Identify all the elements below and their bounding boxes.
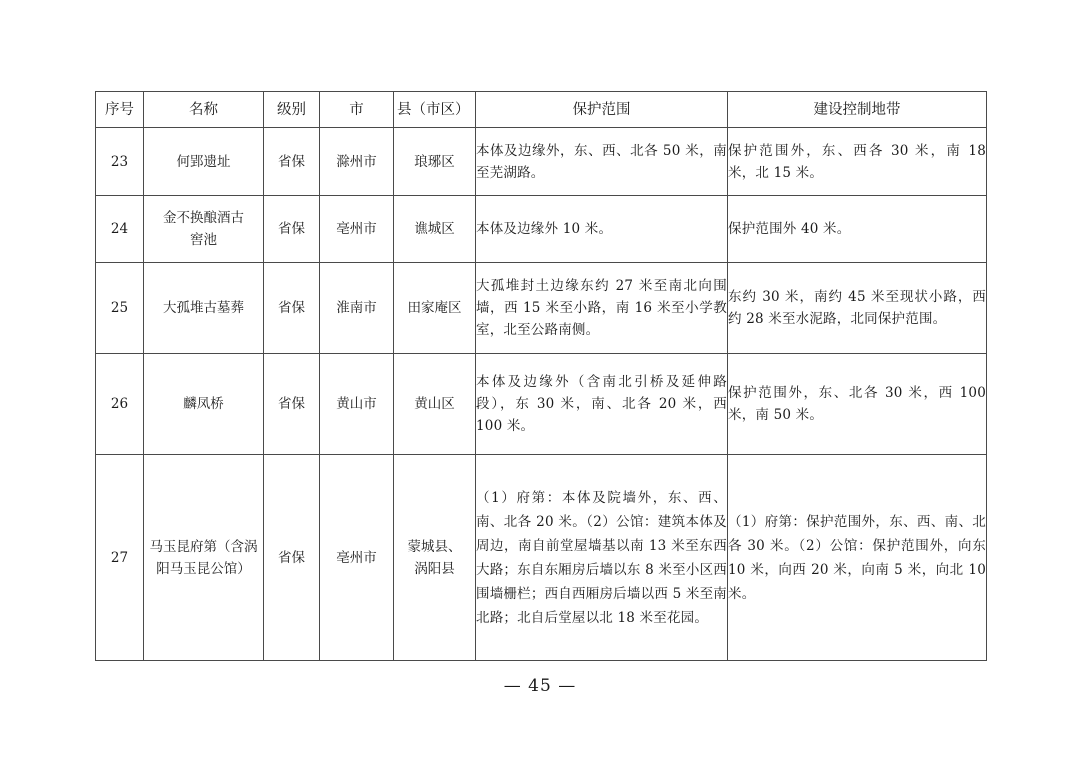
cell-protection-scope: 本体及边缘外 10 米。 xyxy=(476,196,728,263)
table-row xyxy=(96,263,987,354)
cell-name: 麟凤桥 xyxy=(144,354,264,455)
cell-level: 省保 xyxy=(264,354,320,455)
cell-city: 亳州市 xyxy=(320,196,394,263)
header-city: 市 xyxy=(320,92,394,128)
cell-protection-scope: 本体及边缘外，东、西、北各 50 米，南至芜湖路。 xyxy=(476,128,728,196)
header-name: 名称 xyxy=(144,92,264,128)
cell-construction-control-zone: 保护范围外 40 米。 xyxy=(728,196,987,263)
header-no: 序号 xyxy=(96,92,144,128)
cell-no: 24 xyxy=(96,196,144,263)
cell-county: 黄山区 xyxy=(394,354,476,455)
cell-construction-control-zone: 保护范围外，东、西各 30 米，南 18 米，北 15 米。 xyxy=(728,128,987,196)
table-row xyxy=(96,455,987,661)
cell-city: 亳州市 xyxy=(320,455,394,661)
cell-county: 田家庵区 xyxy=(394,263,476,354)
cell-no: 27 xyxy=(96,455,144,661)
cell-city: 淮南市 xyxy=(320,263,394,354)
table-header-row xyxy=(96,92,987,128)
cell-no: 25 xyxy=(96,263,144,354)
cell-county: 蒙城县、涡阳县 xyxy=(394,455,476,661)
cell-construction-control-zone: 保护范围外，东、北各 30 米，西 100 米，南 50 米。 xyxy=(728,354,987,455)
cell-no: 26 xyxy=(96,354,144,455)
page-number: — 45 — xyxy=(503,676,577,696)
cell-city: 滁州市 xyxy=(320,128,394,196)
cell-no: 23 xyxy=(96,128,144,196)
cell-name: 大孤堆古墓葬 xyxy=(144,263,264,354)
cell-level: 省保 xyxy=(264,455,320,661)
cell-construction-control-zone: 东约 30 米，南约 45 米至现状小路，西约 28 米至水泥路，北同保护范围。 xyxy=(728,263,987,354)
cell-level: 省保 xyxy=(264,263,320,354)
cell-protection-scope: （1）府第：本体及院墙外，东、西、南、北各 20 米。（2）公馆：建筑本体及周边，南自前堂屋墙基以南 13 米至东西大路；东自东厢房后墙以东 8 米至小区西围墙栅栏；西自西厢房后墙以西 5 米至南北路；北自后堂屋以北 18 米至花园。 xyxy=(476,455,728,661)
table-row xyxy=(96,354,987,455)
header-protection-scope: 保护范围 xyxy=(476,92,728,128)
cell-level: 省保 xyxy=(264,128,320,196)
cell-county: 琅琊区 xyxy=(394,128,476,196)
header-county: 县（市区） xyxy=(394,92,476,128)
heritage-protection-table xyxy=(95,91,987,661)
cell-county: 谯城区 xyxy=(394,196,476,263)
cell-construction-control-zone: （1）府第：保护范围外，东、西、南、北各 30 米。（2）公馆：保护范围外，向东 10 米，向西 20 米，向南 5 米，向北 10 米。 xyxy=(728,455,987,661)
table-row xyxy=(96,128,987,196)
cell-city: 黄山市 xyxy=(320,354,394,455)
cell-name: 马玉昆府第（含涡阳马玉昆公馆） xyxy=(144,455,264,661)
cell-level: 省保 xyxy=(264,196,320,263)
cell-name: 何郢遗址 xyxy=(144,128,264,196)
cell-protection-scope: 大孤堆封土边缘东约 27 米至南北向围墙，西 15 米至小路，南 16 米至小学教室，北至公路南侧。 xyxy=(476,263,728,354)
table-row xyxy=(96,196,987,263)
cell-protection-scope: 本体及边缘外（含南北引桥及延伸路段），东 30 米，南、北各 20 米，西 100 米。 xyxy=(476,354,728,455)
header-level: 级别 xyxy=(264,92,320,128)
header-construction-control-zone: 建设控制地带 xyxy=(728,92,987,128)
cell-name: 金不换酿酒古窖池 xyxy=(144,196,264,263)
